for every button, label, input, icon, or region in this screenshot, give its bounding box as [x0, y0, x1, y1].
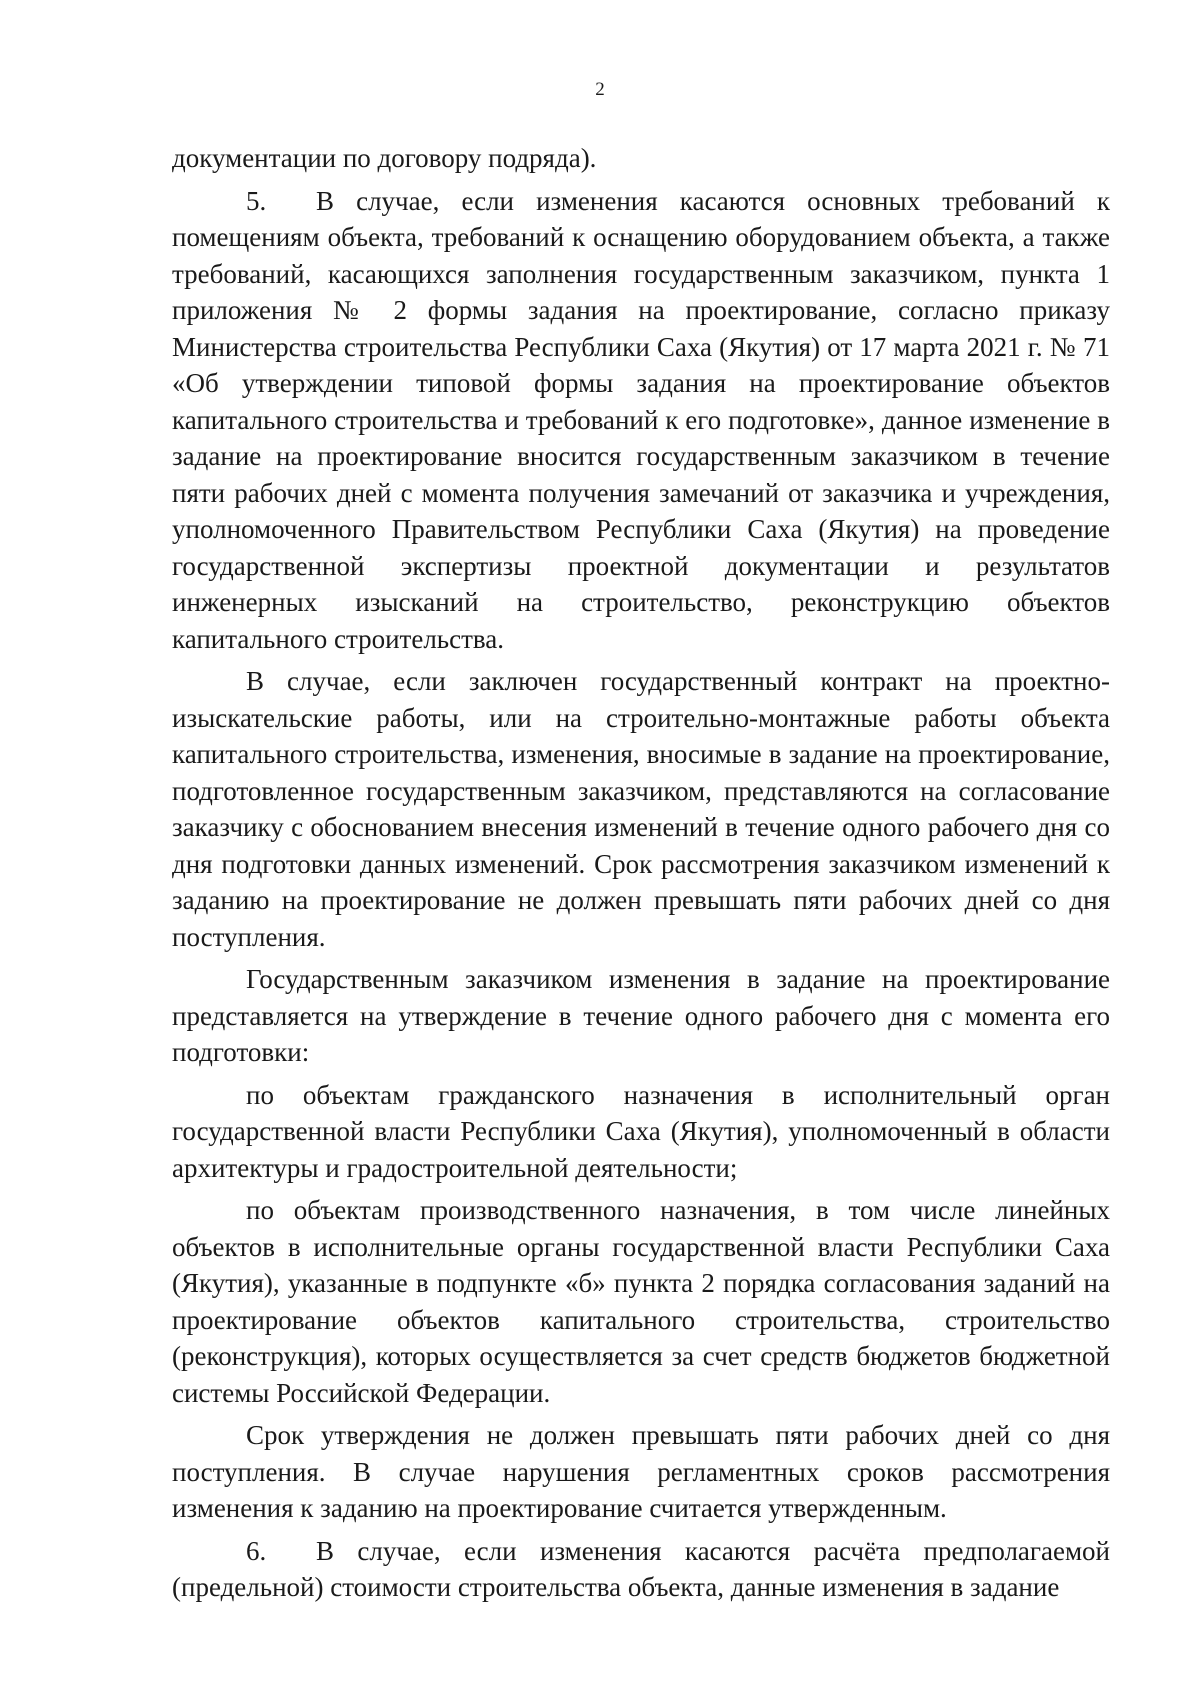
paragraph-industrial-objects	[172, 1192, 1110, 1411]
paragraph-approval-submission	[172, 961, 1110, 1071]
paragraph-text: по объектам производственного назначения, в том числе линейных объектов в исполнительные органы государственной власти Республики Саха (Якутия), указанные в подпункте «б» пункта 2 порядка согласования заданий на проектирование объектов капитального строительства, строительство (реконструкция), которых осуществляется за счет средств бюджетов бюджетной системы Российской Федерации.	[172, 1195, 1110, 1408]
paragraph-text: В случае, если изменения касаются основных требований к помещениям объекта, требований к оснащению оборудованием объекта, а также требований, касающихся заполнения государственным заказчиком, пункта 1 приложения № 2 формы задания на проектирование, согласно приказу Министерства строительства Республики Саха (Якутия) от 17 марта 2021 г. № 71 «Об утверждении типовой формы задания на проектирование объектов капитального строительства и требований к его подготовке», данное изменение в задание на проектирование вносится государственным заказчиком в течение пяти рабочих дней с момента получения замечаний от заказчика и учреждения, уполномоченного Правительством Республики Саха (Якутия) на проведение государственной экспертизы проектной документации и результатов инженерных изысканий на строительство, реконструкцию объектов капитального строительства.	[172, 185, 1110, 654]
paragraph-item-5	[172, 183, 1110, 658]
page-number: 2	[595, 79, 605, 100]
paragraph-text: В случае, если заключен государственный контракт на проектно-изыскательские работы, или на строительно-монтажные работы объекта капитального строительства, изменения, вносимые в задание на проектирование, подготовленное государственным заказчиком, представляются на согласование заказчику с обоснованием внесения изменений в течение одного рабочего дня со дня подготовки данных изменений. Срок рассмотрения заказчиком изменений к заданию на проектирование не должен превышать пяти рабочих дней со дня поступления.	[172, 666, 1110, 952]
document-body	[172, 140, 1110, 1606]
paragraph-text: Государственным заказчиком изменения в задание на проектирование представляется на утверждение в течение одного рабочего дня с момента его подготовки:	[172, 964, 1110, 1067]
paragraph-text: по объектам гражданского назначения в исполнительный орган государственной власти Республики Саха (Якутия), уполномоченный в области архитектуры и градостроительной деятельности;	[172, 1079, 1110, 1183]
paragraph-text: В случае, если изменения касаются расчёта предполагаемой (предельной) стоимости строительства объекта, данные изменения в задание	[172, 1535, 1110, 1602]
item-number: 6.	[246, 1535, 267, 1566]
item-number: 5.	[246, 185, 267, 216]
paragraph-civil-objects	[172, 1077, 1110, 1187]
paragraph-approval-term	[172, 1417, 1110, 1527]
paragraph-text: Срок утверждения не должен превышать пяти рабочих дней со дня поступления. В случае нарушения регламентных сроков рассмотрения изменения к заданию на проектирование считается утвержденным.	[172, 1420, 1110, 1523]
paragraph-continuation	[172, 140, 1110, 177]
paragraph-contract-changes	[172, 663, 1110, 955]
paragraph-text: документации по договору подряда).	[172, 143, 597, 173]
paragraph-item-6	[172, 1533, 1110, 1606]
